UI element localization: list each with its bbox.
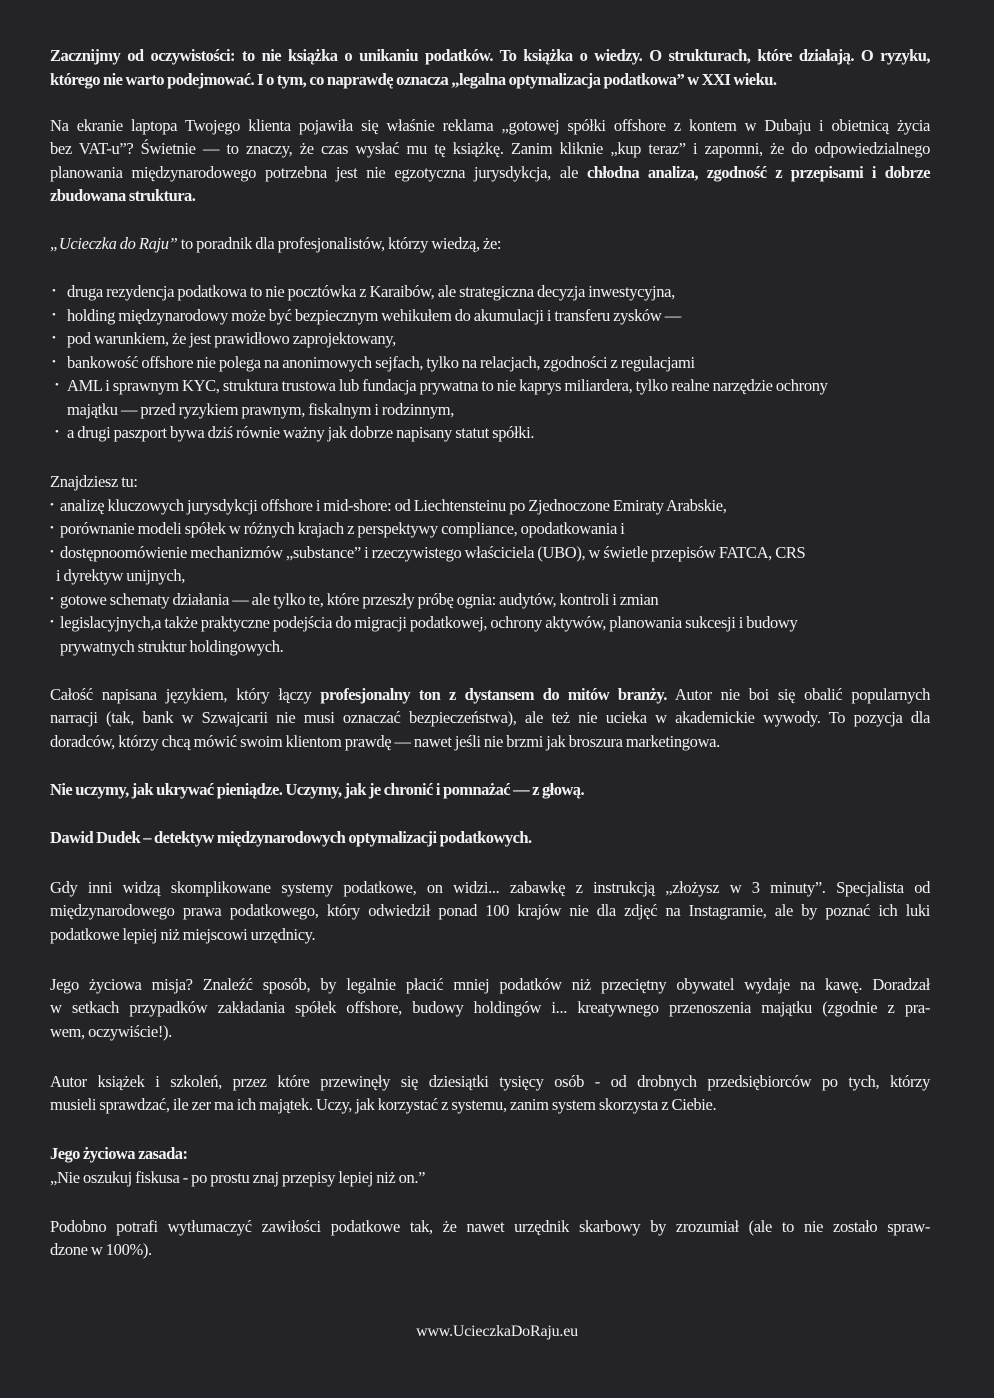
bullet-icon: •	[55, 426, 59, 438]
bullet-icon: •	[50, 592, 54, 605]
list-item-text: legislacyjnych,a także praktyczne podejścia do migracji podatkowej, ochrony aktywów, planowania sukcesji i budowy	[60, 613, 798, 632]
scenario-text: planowania międzynarodowego potrzebna jest nie egzotyczna jurysdykcja, ale	[50, 162, 587, 182]
list-item	[50, 351, 930, 375]
bullet-icon: •	[50, 498, 54, 511]
list-item	[50, 611, 930, 635]
contents-heading: Znajdziesz tu:	[50, 472, 138, 491]
bio-line: wem, oczywiście!).	[50, 1021, 172, 1041]
intro-paragraph	[50, 44, 930, 91]
list-item	[50, 327, 930, 351]
bio-line: podatkowe lepiej niż miejscowi urzędnicy.	[50, 924, 316, 944]
principle-section	[50, 1142, 930, 1189]
tone-line: narracji (tak, bank w Szwajcarii nie musi oznaczać bezpieczeństwa), ale też nie ucieka w akademickie wywody. To pozycja dla	[50, 708, 930, 727]
knowledge-list	[50, 280, 930, 445]
bullet-icon: •	[50, 545, 54, 558]
list-item-text: bankowość offshore nie polega na anonimowych sejfach, tylko na relacjach, zgodności z regulacjami	[67, 352, 695, 372]
list-item	[50, 517, 930, 541]
list-item-continuation: prywatnych struktur holdingowych.	[60, 636, 284, 656]
list-item	[50, 494, 930, 518]
list-item	[50, 541, 930, 565]
scenario-emphasis-line: zbudowana struktura.	[50, 186, 196, 205]
list-item-text: analizę kluczowych jurysdykcji offshore i mid-shore: od Liechtensteinu po Zjednoczone Emiraty Arabskie,	[60, 495, 727, 515]
bio-line: Gdy inni widzą skomplikowane systemy podatkowe, on widzi... zabawkę z instrukcją „złożysz w 3 minuty”. Specjalista od	[50, 877, 930, 897]
contents-section	[50, 470, 930, 658]
list-item	[50, 374, 930, 398]
bullet-icon: •	[52, 332, 56, 344]
bullet-icon: •	[52, 355, 56, 368]
principle-quote: „Nie oszukuj fiskusa - po prostu znaj przepisy lepiej niż on.”	[50, 1167, 426, 1187]
bio-line: dzone w 100%).	[50, 1240, 152, 1259]
bullet-icon: •	[55, 379, 59, 391]
bio-line: Jego życiowa misja? Znaleźć sposób, by legalnie płacić mniej podatków niż przeciętny obywatel wydaje na kawę. Doradzał	[50, 974, 930, 994]
tone-line	[50, 683, 930, 707]
scenario-line: bez VAT-u”? Świetnie — to znaczy, że czas wysłać mu tę książkę. Zanim kliknie „kup teraz” i zapomni, że do odpowiedzialnego	[50, 139, 930, 158]
bullet-icon: •	[50, 522, 54, 534]
bio-line: Autor książek i szkoleń, przez które przewinęły się dziesiątki tysięcy osób - od drobnych przedsiębiorców po tych, którzy	[50, 1071, 930, 1091]
intro-line: Zacznijmy od oczywistości: to nie książka o unikaniu podatków. To książka o wiedzy. O strukturach, które działają. O ryzyku,	[50, 46, 930, 65]
bio-paragraph	[50, 973, 930, 1044]
scenario-line: Na ekranie laptopa Twojego klienta pojawiła się właśnie reklama „gotowej spółki offshore z kontem w Dubaju i obietnicą życia	[50, 115, 930, 135]
footer-url[interactable]: www.UcieczkaDoRaju.eu	[416, 1323, 578, 1340]
bio-paragraph	[50, 876, 930, 947]
list-item	[50, 421, 930, 445]
bullet-icon: •	[52, 285, 56, 297]
tone-text: Całość napisana językiem, który łączy	[50, 684, 321, 704]
tone-line: doradców, którzy chcą mówić swoim klientom prawdę — nawet jeśli nie brzmi jak broszura marketingowa.	[50, 731, 720, 751]
scenario-paragraph	[50, 114, 930, 208]
bio-paragraph	[50, 1215, 930, 1262]
tone-text: Autor nie boi się obalić popularnych	[666, 684, 930, 704]
list-item-text: dostępnoomówienie mechanizmów „substance” i rzeczywistego właściciela (UBO), w świetle przepisów FATCA, CRS	[60, 542, 806, 562]
list-item-continuation: i dyrektyw unijnych,	[56, 566, 186, 585]
document-page	[50, 44, 930, 1262]
scenario-line	[50, 161, 930, 185]
principle-heading: Jego życiowa zasada:	[50, 1144, 188, 1163]
list-item	[50, 304, 930, 328]
list-item-text: porównanie modeli spółek w różnych krajach z perspektywy compliance, opodatkowania i	[60, 519, 625, 538]
tone-emphasis: profesjonalny ton z dystansem do mitów branży.	[320, 684, 667, 704]
scenario-emphasis: chłodna analiza, zgodność z przepisami i dobrze	[587, 162, 930, 182]
guide-intro-text: to poradnik dla profesjonalistów, którzy wiedzą, że:	[177, 234, 502, 253]
list-item-text: a drugi paszport bywa dziś równie ważny jak dobrze napisany statut spółki.	[67, 423, 535, 442]
list-item-text: holding międzynarodowy może być bezpiecznym wehikułem do akumulacji i transferu zysków —	[67, 305, 681, 325]
list-item-text: gotowe schematy działania — ale tylko te, które przeszły próbę ognia: audytów, kontroli i zmian	[60, 589, 659, 609]
book-title: „Ucieczka do Raju”	[50, 234, 178, 253]
bullet-icon: •	[52, 308, 56, 321]
list-item-continuation: majątku — przed ryzykiem prawnym, fiskalnym i rodzinnym,	[67, 399, 455, 419]
list-item-text: pod warunkiem, że jest prawidłowo zaprojektowany,	[67, 329, 396, 348]
motto: Nie uczymy, jak ukrywać pieniądze. Uczymy, jak je chronić i pomnażać — z głową.	[50, 779, 585, 799]
list-item	[50, 280, 930, 304]
intro-line: którego nie warto podejmować. I o tym, co naprawdę oznacza „legalna optymalizacja podatkowa” w XXI wieku.	[50, 69, 777, 89]
bio-line: międzynarodowego prawa podatkowego, który odwiedził ponad 100 krajów nie dla zdjęć na Instagramie, ale by poznać ich luki	[50, 901, 930, 920]
bio-line: musieli sprawdzać, ile zer ma ich majątek. Uczy, jak korzystać z systemu, zanim system skorzysta z Ciebie.	[50, 1095, 717, 1114]
author-heading: Dawid Dudek – detektyw międzynarodowych optymalizacji podatkowych.	[50, 827, 532, 847]
bio-paragraph	[50, 1070, 930, 1117]
guide-intro	[50, 232, 930, 256]
list-item-text: AML i sprawnym KYC, struktura trustowa lub fundacja prywatna to nie kaprys miliardera, tylko realne narzędzie ochrony	[67, 376, 828, 395]
bio-line: w setkach przypadków zakładania spółek offshore, budowy holdingów i... kreatywnego przenoszenia majątku (zgodnie z pra-	[50, 998, 930, 1017]
list-item-text: druga rezydencja podatkowa to nie pocztówka z Karaibów, ale strategiczna decyzja inwestycyjna,	[67, 282, 675, 301]
bio-line: Podobno potrafi wytłumaczyć zawiłości podatkowe tak, że nawet urzędnik skarbowy by zrozumiał (ale to nie zostało spraw-	[50, 1216, 930, 1236]
bullet-icon: •	[50, 616, 54, 628]
list-item	[50, 588, 930, 612]
tone-paragraph	[50, 683, 930, 754]
